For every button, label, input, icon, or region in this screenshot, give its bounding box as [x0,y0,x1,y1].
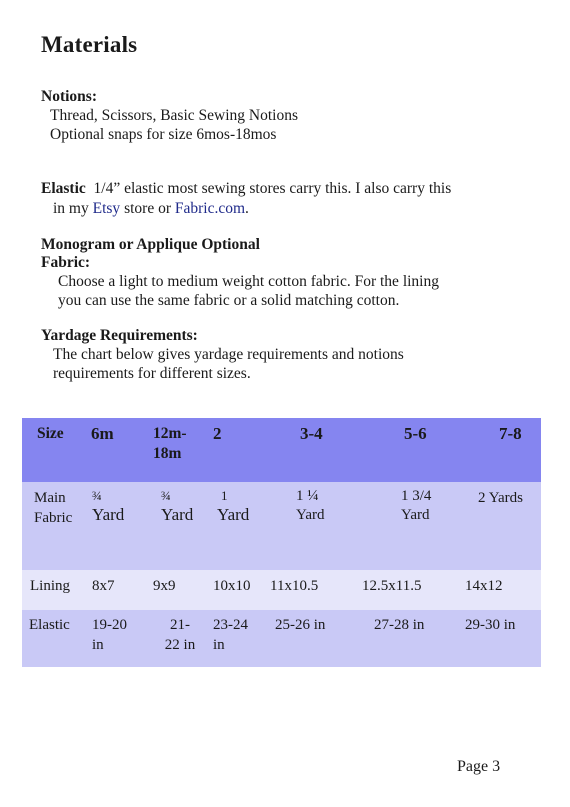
header-size-3-4: 3-4 [264,418,358,482]
yardage-line-2: requirements for different sizes. [53,365,251,382]
fabric-line-2: you can use the same fabric or a solid matching cotton. [58,292,400,309]
notions-line-2: Optional snaps for size 6mos-18mos [50,126,277,143]
table-row-elastic [22,610,541,667]
notions-line-1: Thread, Scissors, Basic Sewing Notions [50,107,298,124]
yardage-table [22,418,541,651]
cell-main-6m: ¾ Yard [90,482,149,570]
page-number: Page 3 [457,758,501,775]
fabric-com-link[interactable]: Fabric.com [174,200,246,217]
page-title: Materials [41,32,138,57]
elastic-label: Elastic [41,180,86,197]
cell-elastic-5-6: 27-28 in [358,610,459,667]
table-header-row [22,418,541,482]
etsy-link[interactable]: Etsy [92,200,121,217]
elastic-paragraph-line-1 [41,179,451,198]
cell-main-2: 1 Yard [207,482,264,570]
cell-main-3-4: 1 ¼ Yard [264,482,358,570]
fabric-line-1: Choose a light to medium weight cotton fabric. For the lining [58,273,439,290]
table-row-main-fabric [22,482,541,570]
yardage-line-1: The chart below gives yardage requirements and notions [53,346,404,363]
cell-main-5-6: 1 3/4 Yard [358,482,459,570]
row-label-elastic: Elastic [22,610,90,667]
header-size-12-18m: 12m- 18m [149,418,207,482]
row-label-lining: Lining [22,570,90,610]
elastic-paragraph-line-2 [53,199,249,218]
cell-elastic-3-4: 25-26 in [264,610,358,667]
cell-main-7-8: 2 Yards [459,482,541,570]
cell-elastic-6m: 19-20 in [90,610,149,667]
cell-lining-5-6: 12.5x11.5 [358,570,459,610]
cell-lining-12-18m: 9x9 [149,570,207,610]
header-size-5-6: 5-6 [358,418,459,482]
cell-lining-6m: 8x7 [90,570,149,610]
fabric-heading: Fabric: [41,254,91,271]
header-size-label: Size [22,418,90,482]
elastic-text-middle: store or [120,200,175,217]
yardage-heading: Yardage Requirements: [41,327,198,344]
header-size-6m: 6m [90,418,149,482]
cell-lining-7-8: 14x12 [459,570,541,610]
elastic-text-1: 1/4” elastic most sewing stores carry this. I also carry this [93,180,452,197]
elastic-text-after: . [245,200,249,217]
cell-lining-3-4: 11x10.5 [264,570,358,610]
monogram-heading: Monogram or Applique Optional [41,236,260,253]
table-row-lining [22,570,541,610]
cell-elastic-2: 23-24 in [207,610,264,667]
cell-lining-2: 10x10 [207,570,264,610]
header-size-2: 2 [207,418,264,482]
header-size-7-8: 7-8 [459,418,541,482]
cell-elastic-12-18m: 21- 22 in [149,610,207,667]
cell-main-12-18m: ¾ Yard [149,482,207,570]
row-label-main-fabric: Main Fabric [22,482,90,570]
elastic-text-before: in my [53,200,93,217]
cell-elastic-7-8: 29-30 in [459,610,541,667]
notions-heading: Notions: [41,88,97,105]
